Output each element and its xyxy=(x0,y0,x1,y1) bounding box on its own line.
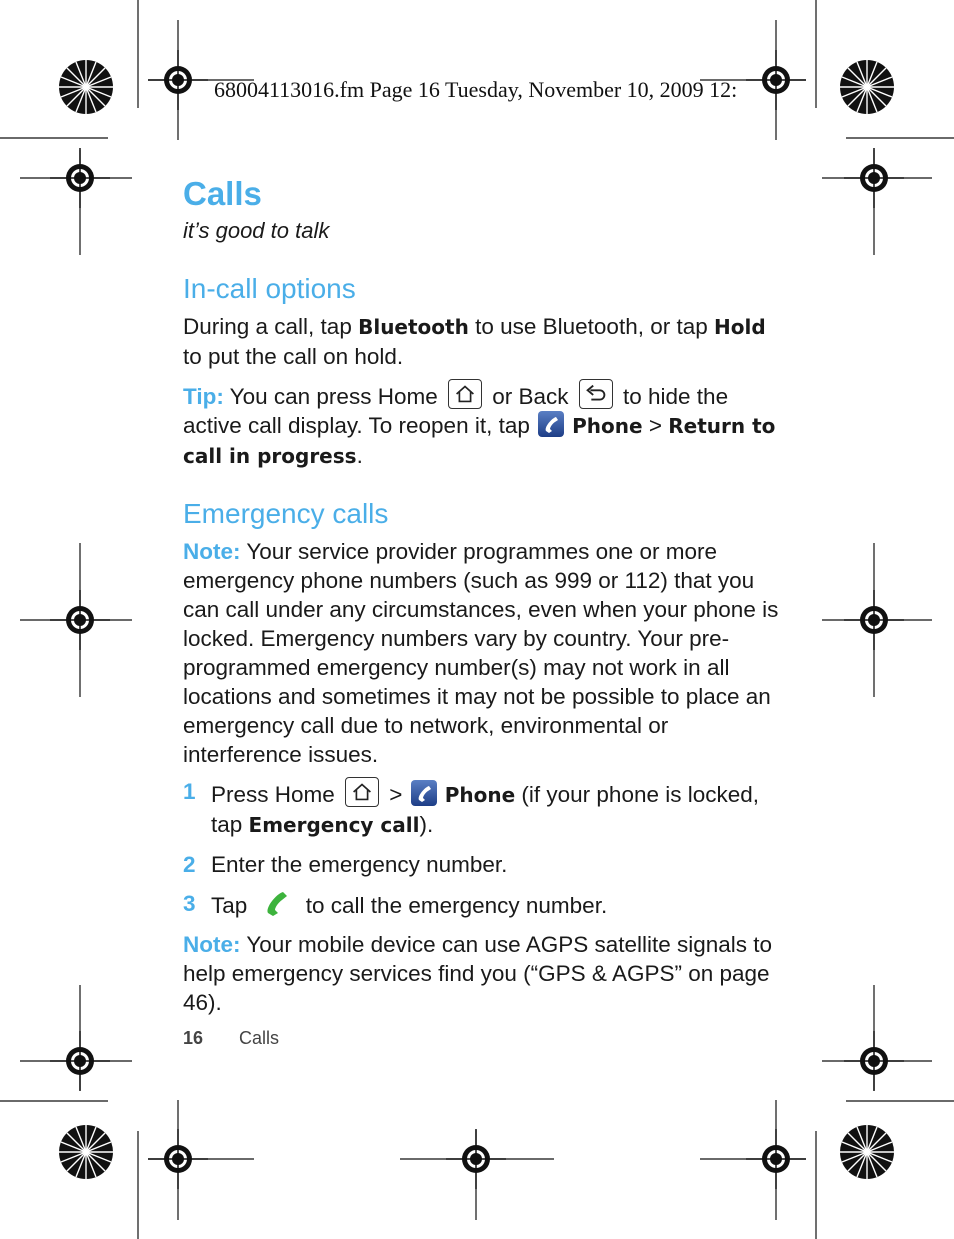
list-item: 2 Enter the emergency number. xyxy=(183,852,508,877)
bluetooth-term: Bluetooth xyxy=(358,315,469,339)
tip-label: Tip: xyxy=(183,384,224,409)
phone-term: Phone xyxy=(572,414,643,438)
home-key-icon xyxy=(345,777,379,807)
print-header-file-line: 68004113016.fm Page 16 Tuesday, November 10, 2009 12: xyxy=(214,77,738,102)
phone-app-icon xyxy=(411,780,437,806)
page-subtitle: it’s good to talk xyxy=(183,218,330,243)
note-label: Note: xyxy=(183,932,241,957)
footer-section-name: Calls xyxy=(239,1028,280,1048)
section-heading-in-call-options: In-call options xyxy=(183,273,356,304)
note-label: Note: xyxy=(183,539,241,564)
section-heading-emergency-calls: Emergency calls xyxy=(183,498,389,529)
step-number: 1 xyxy=(183,779,196,804)
page-number: 16 xyxy=(183,1028,204,1048)
emergency-note-paragraph: Note: Your service provider programmes one or more emergency phone numbers (such as 999 or 112) that you can call under any circumstances, even when your phone is locked. Emergency numbers vary by country. Your pre-programmed emergency number(s) may not work in all locations and sometimes it may not be possible to place an emergency call due to network, environmental or interference issues. xyxy=(183,539,779,767)
call-green-icon xyxy=(262,889,292,917)
phone-app-icon xyxy=(538,411,564,437)
emergency-call-term: Emergency call xyxy=(248,813,420,837)
return-to-call-term: Return to call in progress xyxy=(183,414,776,468)
tip-paragraph: Tip: You can press Home or Back to hide the active call display. To reopen it, tap Phone > Return to call in progress. xyxy=(183,379,783,471)
page-content xyxy=(183,172,783,1025)
back-key-icon xyxy=(579,379,613,409)
emergency-steps-list xyxy=(183,777,783,920)
step-number: 3 xyxy=(183,891,196,916)
page-title: Calls xyxy=(183,175,262,212)
agps-note-paragraph: Note: Your mobile device can use AGPS satellite signals to help emergency services find you (“GPS & AGPS” on page 46). xyxy=(183,932,773,1015)
page-footer xyxy=(183,1028,279,1049)
phone-term: Phone xyxy=(444,783,516,807)
hold-term: Hold xyxy=(714,315,766,339)
list-item: 3 Tap to call the emergency number. xyxy=(183,891,608,918)
step-number: 2 xyxy=(183,852,196,877)
list-item: 1 Press Home > Phone (if your phone is locked, tap Emergency call). xyxy=(183,779,760,837)
home-key-icon xyxy=(448,379,482,409)
in-call-paragraph: During a call, tap Bluetooth to use Bluetooth, or tap Hold to put the call on hold. xyxy=(183,314,766,369)
